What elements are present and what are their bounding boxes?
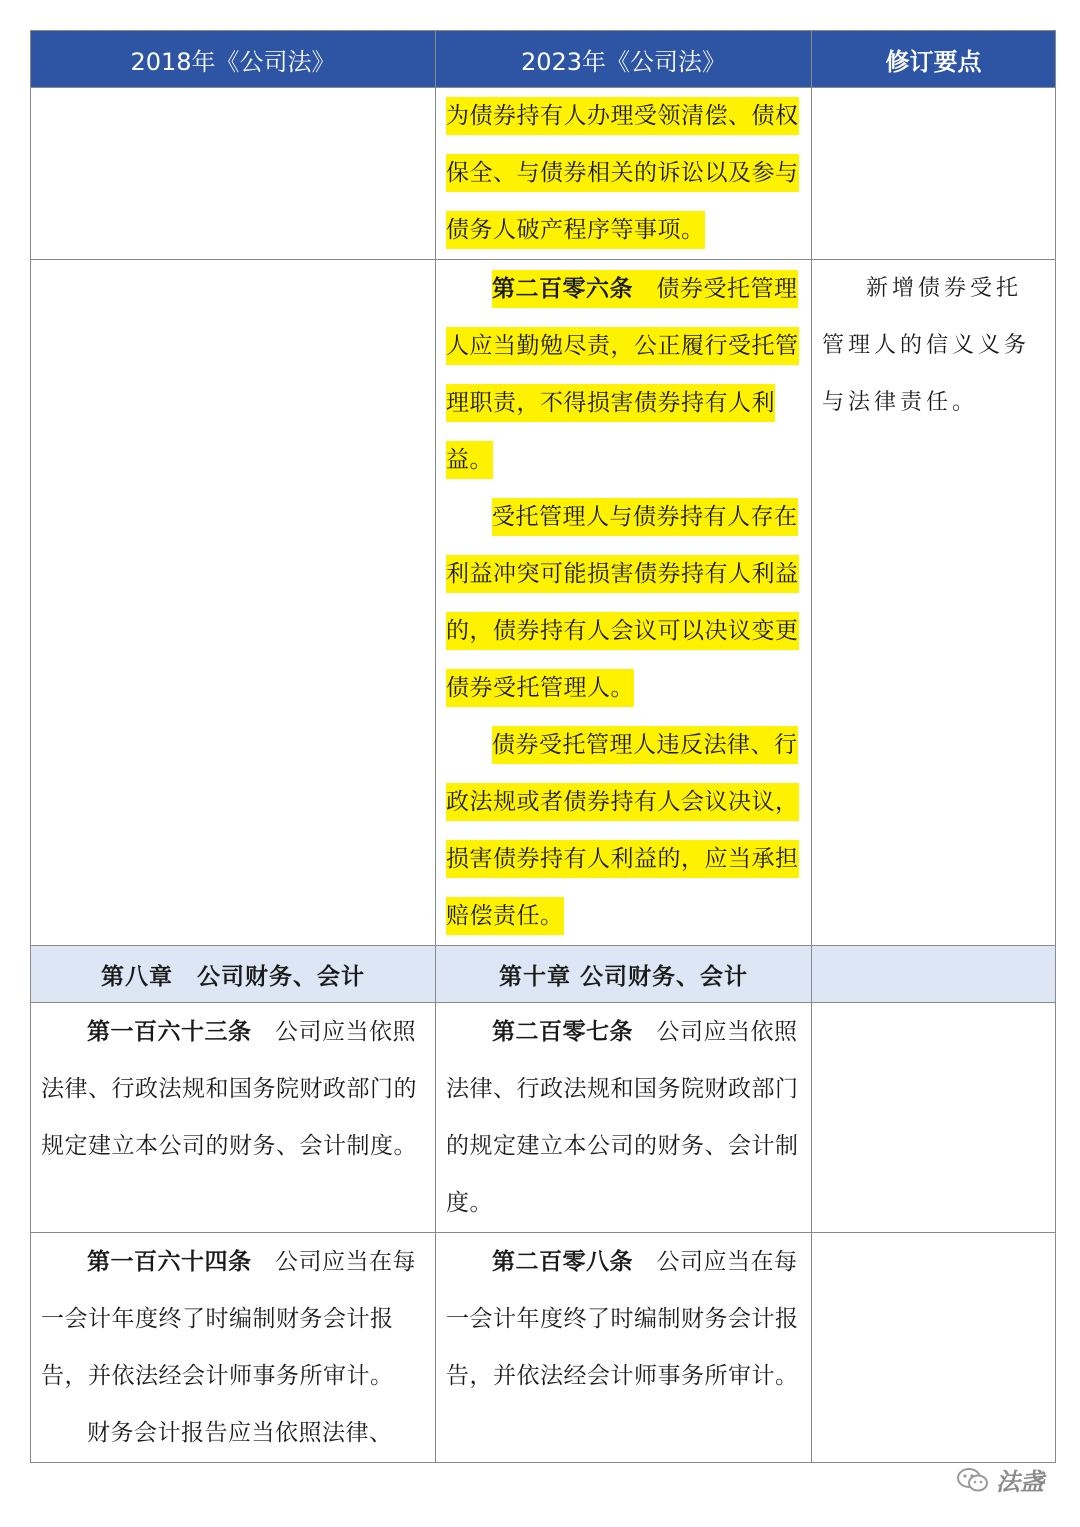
old-cell [31, 1003, 436, 1233]
table-header [31, 31, 1056, 88]
new-cell [436, 1233, 812, 1463]
article-text: 财务会计报告应当依照法律、 [87, 1420, 393, 1446]
chapter-row [31, 946, 1056, 1003]
new-cell [436, 88, 812, 260]
watermark [956, 1462, 1044, 1497]
article-text: 债券受托管理人应当勤勉尽责，公正履行受托管理职责，不得损害债券持有人利益。 [446, 276, 799, 473]
article-text: 公司应当在每一会计年度终了时编制财务会计报告，并依法经会计师事务所审计。 [446, 1249, 799, 1389]
chapter-old: 第八章 公司财务、会计 [31, 946, 436, 1003]
article-text: 债券受托管理人违反法律、行政法规或者债券持有人会议决议，损害债券持有人利益的，应当承担赔偿责任。 [446, 726, 799, 935]
table-row [31, 88, 1056, 260]
note-cell-empty [812, 1233, 1056, 1463]
article-title: 第二百零八条 [492, 1248, 633, 1275]
header-2023-law: 2023年《公司法》 [436, 31, 812, 88]
note-cell [812, 260, 1056, 946]
header-2018-law: 2018年《公司法》 [31, 31, 436, 88]
old-cell [31, 1233, 436, 1463]
article-title: 第二百零六条 [492, 275, 633, 302]
old-cell-empty [31, 88, 436, 260]
revision-note: 新增债券受托管理人的信义义务与法律责任。 [822, 276, 1031, 415]
old-cell-empty [31, 260, 436, 946]
header-revision-points: 修订要点 [812, 31, 1056, 88]
article-title: 第一百六十三条 [87, 1018, 252, 1045]
article-text: 公司应当在每一会计年度终了时编制财务会计报告，并依法经会计师事务所审计。 [41, 1249, 416, 1389]
table-row [31, 1233, 1056, 1463]
chapter-new: 第十章 公司财务、会计 [436, 946, 812, 1003]
article-title: 第二百零七条 [492, 1018, 633, 1045]
highlighted-text: 为债券持有人办理受领清偿、债权保全、与债券相关的诉讼以及参与债务人破产程序等事项。 [446, 97, 799, 249]
note-cell-empty [812, 88, 1056, 260]
new-cell [436, 1003, 812, 1233]
wechat-icon [956, 1466, 990, 1494]
note-cell-empty [812, 1003, 1056, 1233]
new-cell [436, 260, 812, 946]
table-row [31, 1003, 1056, 1233]
table-row [31, 260, 1056, 946]
chapter-note-empty [812, 946, 1056, 1003]
article-text: 公司应当依照法律、行政法规和国务院财政部门的规定建立本公司的财务、会计制度。 [41, 1019, 417, 1159]
article-text: 公司应当依照法律、行政法规和国务院财政部门的规定建立本公司的财务、会计制度。 [446, 1019, 799, 1216]
law-comparison-table [30, 30, 1056, 1463]
article-text: 受托管理人与债券持有人存在利益冲突可能损害债券持有人利益的，债券持有人会议可以决议变更债券受托管理人。 [446, 498, 799, 707]
watermark-text: 法盏 [996, 1468, 1044, 1496]
article-title: 第一百六十四条 [87, 1248, 252, 1275]
